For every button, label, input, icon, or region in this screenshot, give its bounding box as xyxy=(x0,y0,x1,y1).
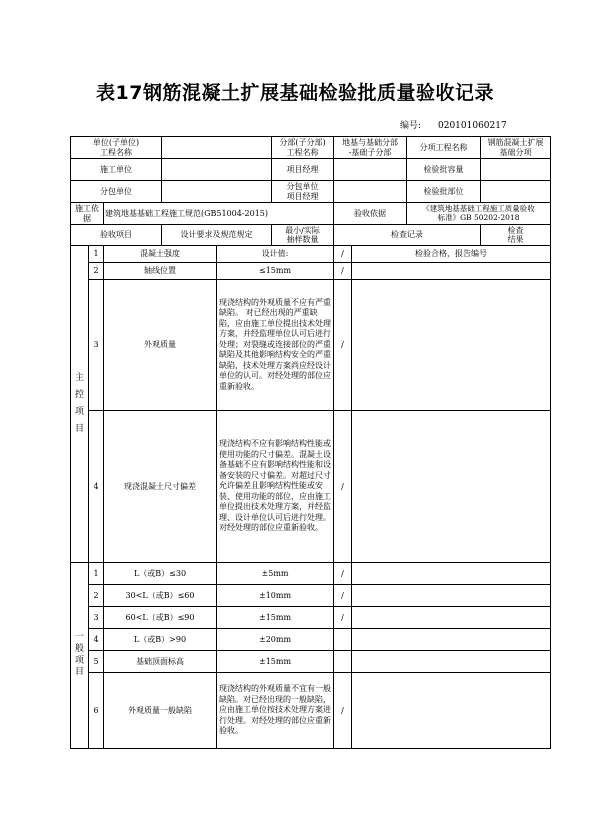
contractor-label: 施工单位 xyxy=(71,159,162,181)
general-item-sample[interactable]: / xyxy=(334,607,352,629)
col-design: 设计要求及规范规定 xyxy=(162,225,272,246)
main-item-sample[interactable]: / xyxy=(334,411,352,563)
batch-location-value[interactable] xyxy=(481,181,551,203)
main-item-record[interactable] xyxy=(352,263,551,280)
main-item-no: 2 xyxy=(89,263,104,280)
general-item-sample[interactable]: / xyxy=(334,585,352,607)
batch-location-label: 检验批部位 xyxy=(407,181,481,203)
general-item-no: 6 xyxy=(89,673,104,749)
general-item-record[interactable] xyxy=(352,629,551,651)
item-name-label: 分项工程名称 xyxy=(407,137,481,159)
division-name-value: 地基与基础分部 -基础子分部 xyxy=(334,137,407,159)
main-control-group: 主 控 项 目 xyxy=(71,246,89,563)
main-item-sample[interactable]: / xyxy=(334,280,352,411)
main-item-sample[interactable]: / xyxy=(334,246,352,263)
unit-name-value[interactable] xyxy=(162,137,272,159)
general-item-sample[interactable] xyxy=(334,651,352,673)
unit-name-label: 单位(子单位) 工程名称 xyxy=(71,137,162,159)
general-item-req: ±20mm xyxy=(217,629,334,651)
document-number xyxy=(400,118,507,131)
general-item-no: 3 xyxy=(89,607,104,629)
main-item-sample[interactable]: / xyxy=(334,263,352,280)
main-item-record[interactable]: 检验合格，报告编号 xyxy=(352,246,551,263)
col-result: 检查 结果 xyxy=(481,225,551,246)
main-item-record[interactable] xyxy=(352,280,551,411)
main-item-name: 轴线位置 xyxy=(104,263,217,280)
general-item-name: 60<L（或B）≤90 xyxy=(104,607,217,629)
general-item-name: 基础顶面标高 xyxy=(104,651,217,673)
general-item-record[interactable] xyxy=(352,673,551,749)
col-record: 检查记录 xyxy=(334,225,481,246)
general-item-record[interactable] xyxy=(352,651,551,673)
main-item-no: 1 xyxy=(89,246,104,263)
general-item-req: ±10mm xyxy=(217,585,334,607)
page-title: 表17钢筋混凝土扩展基础检验批质量验收记录 xyxy=(96,82,494,104)
doc-no-value: 020101060217 xyxy=(438,121,507,131)
general-item-name: L（或B）≤30 xyxy=(104,563,217,585)
general-item-name: 30<L（或B）≤60 xyxy=(104,585,217,607)
main-item-name: 现浇混凝土尺寸偏差 xyxy=(104,411,217,563)
general-item-sample[interactable]: / xyxy=(334,563,352,585)
batch-capacity-label: 检验批容量 xyxy=(407,159,481,181)
general-item-no: 2 xyxy=(89,585,104,607)
main-item-record[interactable] xyxy=(352,411,551,563)
main-item-name: 混凝土强度 xyxy=(104,246,217,263)
subcontractor-value[interactable] xyxy=(162,181,272,203)
main-item-name: 外观质量 xyxy=(104,280,217,411)
general-item-record[interactable] xyxy=(352,563,551,585)
general-item-sample[interactable] xyxy=(334,629,352,651)
general-item-record[interactable] xyxy=(352,607,551,629)
main-item-no: 4 xyxy=(89,411,104,563)
general-group: 一 般 项 目 xyxy=(71,563,89,749)
general-item-req: ±15mm xyxy=(217,651,334,673)
main-item-req: 设计值: xyxy=(217,246,334,263)
acceptance-basis-value: 《建筑地基基础工程施工质量验收 标准》GB 50202-2018 xyxy=(407,203,551,225)
project-manager-value[interactable] xyxy=(334,159,407,181)
general-item-no: 4 xyxy=(89,629,104,651)
construction-basis-value: 建筑地基基础工程施工规范(GB51004-2015) xyxy=(104,203,334,225)
construction-basis-label: 施工依据 xyxy=(71,203,104,225)
inspection-form xyxy=(70,136,551,749)
batch-capacity-value[interactable] xyxy=(481,159,551,181)
main-item-req: 现浇结构不应有影响结构性能或使用功能的尺寸偏差。混凝土设备基础不应有影响结构性能和设备安装的尺寸偏差。对超过尺寸允许偏差且影响结构性能或安装、使用功能的部位，应由施工单位提出技术处理方案，并经监理、设计单位认可后进行处理。对经处理的部位应重新验收。 xyxy=(217,411,334,563)
project-manager-label: 项目经理 xyxy=(272,159,334,181)
col-item: 验收项目 xyxy=(71,225,162,246)
general-item-no: 5 xyxy=(89,651,104,673)
general-item-sample[interactable]: / xyxy=(334,673,352,749)
main-item-no: 3 xyxy=(89,280,104,411)
acceptance-basis-label: 验收依据 xyxy=(334,203,407,225)
doc-no-label: 编号: xyxy=(400,121,422,131)
sub-pm-value[interactable] xyxy=(334,181,407,203)
general-item-req: ±5mm xyxy=(217,563,334,585)
sub-pm-label: 分包单位 项目经理 xyxy=(272,181,334,203)
general-item-name: L（或B）>90 xyxy=(104,629,217,651)
general-item-name: 外观质量一般缺陷 xyxy=(104,673,217,749)
col-sample: 最小/实际 抽样数量 xyxy=(272,225,334,246)
general-item-no: 1 xyxy=(89,563,104,585)
main-item-req: ≤15mm xyxy=(217,263,334,280)
contractor-value[interactable] xyxy=(162,159,272,181)
general-item-req: 现浇结构的外观质量不宜有一般缺陷。对已经出现的一般缺陷，应由施工单位按技术处理方案进行处理。对经处理的部位应重新验收。 xyxy=(217,673,334,749)
general-item-record[interactable] xyxy=(352,585,551,607)
item-name-value: 钢筋混凝土扩展 基础分项 xyxy=(481,137,551,159)
subcontractor-label: 分包单位 xyxy=(71,181,162,203)
main-item-req: 现浇结构的外观质量不应有严重缺陷。 对已经出现的严重缺陷，应由施工单位提出技术处理方案，并经监理单位认可后进行处理；对裂缝或连接部位的严重缺陷及其他影响结构安全的严重缺陷，技术处理方案尚应经设计单位的认可。对经处理的部位应重新验收。 xyxy=(217,280,334,411)
division-name-label: 分部(子分部) 工程名称 xyxy=(272,137,334,159)
general-item-req: ±15mm xyxy=(217,607,334,629)
